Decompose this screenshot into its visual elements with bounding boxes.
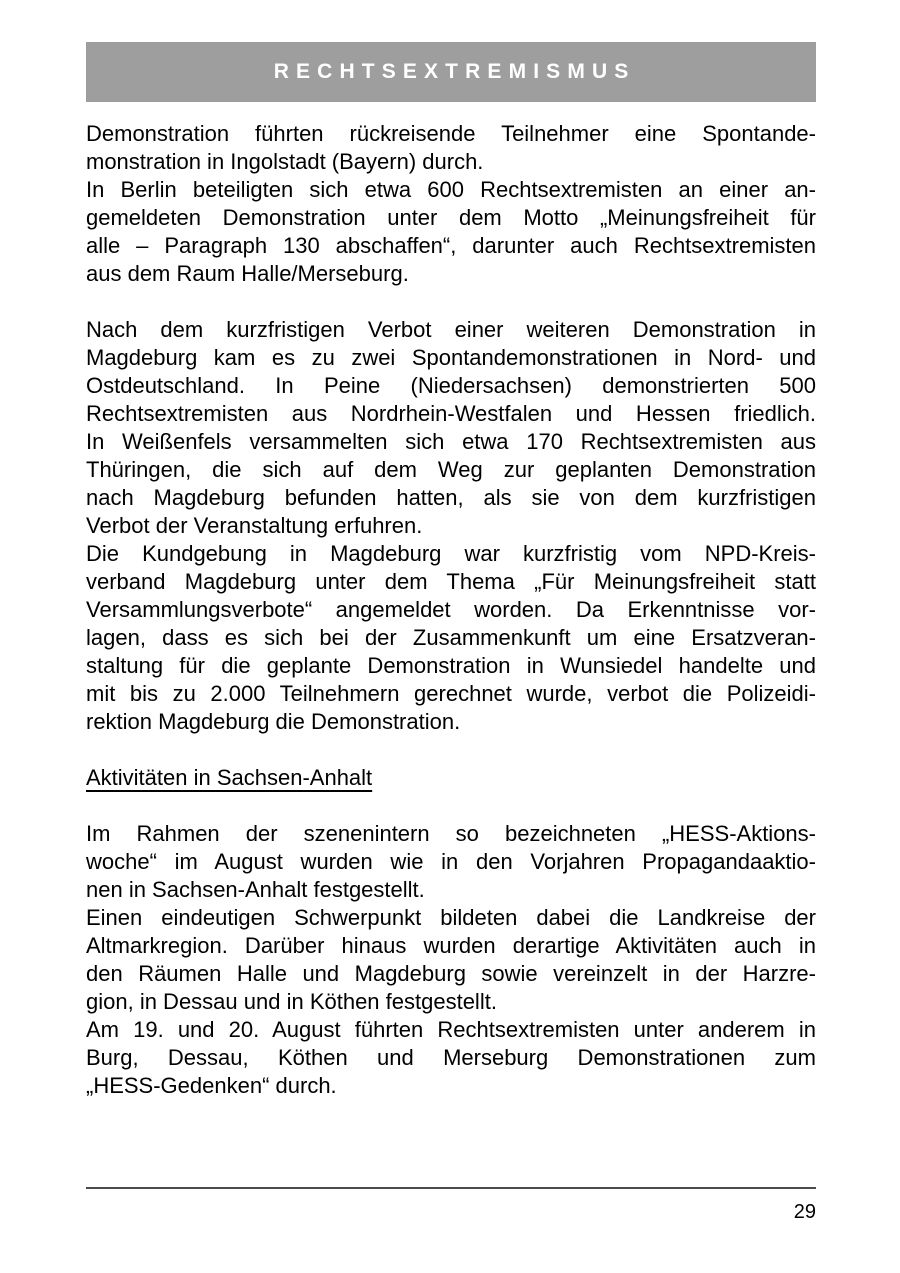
section-heading: Aktivitäten in Sachsen-Anhalt bbox=[86, 765, 373, 790]
paragraph-gap bbox=[86, 792, 816, 820]
text-line: „HESS-Gedenken“ durch. bbox=[86, 1073, 337, 1098]
text-line: Ostdeutschland. In Peine (Niedersachsen) demonstrierten 500 bbox=[86, 373, 816, 398]
text-line: Magdeburg kam es zu zwei Spontandemonstrationen in Nord- und bbox=[86, 345, 816, 370]
text-line: Im Rahmen der szenenintern so bezeichneten „HESS-Aktions- bbox=[86, 821, 816, 846]
paragraph bbox=[86, 1016, 816, 1100]
chapter-banner bbox=[86, 42, 816, 102]
text-line: nen in Sachsen-Anhalt festgestellt. bbox=[86, 877, 425, 902]
text-line: Altmarkregion. Darüber hinaus wurden derartige Aktivitäten auch in bbox=[86, 933, 816, 958]
text-line: nach Magdeburg befunden hatten, als sie von dem kurzfristigen bbox=[86, 485, 816, 510]
text-line: Nach dem kurzfristigen Verbot einer weiteren Demonstration in bbox=[86, 317, 816, 342]
text-line: Burg, Dessau, Köthen und Merseburg Demonstrationen zum bbox=[86, 1045, 816, 1070]
paragraph bbox=[86, 120, 816, 176]
text-line: monstration in Ingolstadt (Bayern) durch. bbox=[86, 149, 484, 174]
text-line: Thüringen, die sich auf dem Weg zur geplanten Demonstration bbox=[86, 457, 816, 482]
text-line: aus dem Raum Halle/Merseburg. bbox=[86, 261, 409, 286]
text-line: Am 19. und 20. August führten Rechtsextremisten unter anderem in bbox=[86, 1017, 816, 1042]
paragraph bbox=[86, 176, 816, 288]
text-line: alle – Paragraph 130 abschaffen“, darunter auch Rechtsextremisten bbox=[86, 233, 816, 258]
paragraph-gap bbox=[86, 736, 816, 764]
chapter-banner-title: RECHTSEXTREMISMUS bbox=[273, 60, 636, 83]
text-line: woche“ im August wurden wie in den Vorjahren Propagandaaktio- bbox=[86, 849, 816, 874]
text-line: Einen eindeutigen Schwerpunkt bildeten dabei die Landkreise der bbox=[86, 905, 816, 930]
text-line: Versammlungsverbote“ angemeldet worden. Da Erkenntnisse vor- bbox=[86, 597, 816, 622]
paragraph bbox=[86, 316, 816, 540]
text-line: lagen, dass es sich bei der Zusammenkunft um eine Ersatzveran- bbox=[86, 625, 816, 650]
text-line: In Weißenfels versammelten sich etwa 170 Rechtsextremisten aus bbox=[86, 429, 816, 454]
paragraph bbox=[86, 540, 816, 736]
paragraph bbox=[86, 904, 816, 1016]
text-line: staltung für die geplante Demonstration in Wunsiedel handelte und bbox=[86, 653, 816, 678]
text-line: Demonstration führten rückreisende Teilnehmer eine Spontande- bbox=[86, 121, 816, 146]
document-body bbox=[86, 120, 816, 1100]
text-line: Verbot der Veranstaltung erfuhren. bbox=[86, 513, 423, 538]
footer-divider bbox=[86, 1187, 816, 1189]
text-line: verband Magdeburg unter dem Thema „Für Meinungsfreiheit statt bbox=[86, 569, 816, 594]
page-number: 29 bbox=[793, 1201, 816, 1223]
text-line: mit bis zu 2.000 Teilnehmern gerechnet wurde, verbot die Polizeidi- bbox=[86, 681, 816, 706]
text-line: Die Kundgebung in Magdeburg war kurzfristig vom NPD-Kreis- bbox=[86, 541, 816, 566]
text-line: gion, in Dessau und in Köthen festgestellt. bbox=[86, 989, 497, 1014]
text-line: Rechtsextremisten aus Nordrhein-Westfalen und Hessen friedlich. bbox=[86, 401, 816, 426]
text-line: In Berlin beteiligten sich etwa 600 Rechtsextremisten an einer an- bbox=[86, 177, 816, 202]
paragraph-gap bbox=[86, 288, 816, 316]
section-heading-row bbox=[86, 764, 816, 792]
text-line: den Räumen Halle und Magdeburg sowie vereinzelt in der Harzre- bbox=[86, 961, 816, 986]
text-line: gemeldeten Demonstration unter dem Motto „Meinungsfreiheit für bbox=[86, 205, 816, 230]
text-line: rektion Magdeburg die Demonstration. bbox=[86, 709, 461, 734]
paragraph bbox=[86, 820, 816, 904]
